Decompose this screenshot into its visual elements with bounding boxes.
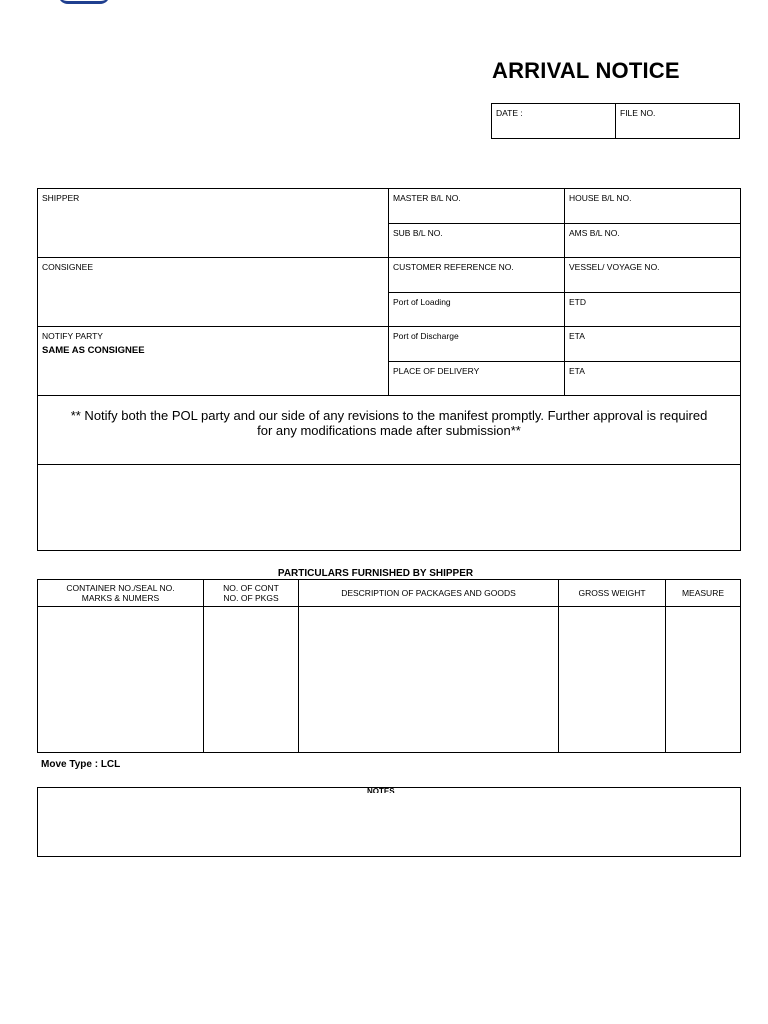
place-of-delivery-label: PLACE OF DELIVERY xyxy=(393,366,480,376)
revision-notice-line-2: for any modifications made after submission** xyxy=(257,423,521,438)
column-header-packages: NO. OF CONT NO. OF PKGS xyxy=(223,583,279,603)
file-no-label: FILE NO. xyxy=(620,108,656,118)
revision-notice-line-1: ** Notify both the POL party and our side of any revisions to the manifest promptly. Further approval is required xyxy=(70,408,708,423)
port-of-loading-field[interactable] xyxy=(389,293,564,326)
document-title: ARRIVAL NOTICE xyxy=(492,58,680,83)
description-cell[interactable] xyxy=(299,607,558,752)
eta-discharge-field[interactable] xyxy=(565,327,740,361)
ams-bl-label: AMS B/L NO. xyxy=(569,228,620,238)
vessel-voyage-field[interactable] xyxy=(565,258,740,292)
date-field[interactable] xyxy=(492,104,615,138)
notes-label: NOTES xyxy=(367,788,395,793)
master-bl-field[interactable] xyxy=(389,189,564,223)
eta-delivery-field[interactable] xyxy=(565,362,740,395)
ams-bl-field[interactable] xyxy=(565,224,740,257)
company-logo xyxy=(58,0,110,4)
etd-label: ETD xyxy=(569,297,586,307)
eta-discharge-label: ETA xyxy=(569,331,585,341)
port-of-discharge-field[interactable] xyxy=(389,327,564,361)
column-header-measure: MEASURE xyxy=(681,588,725,598)
etd-field[interactable] xyxy=(565,293,740,326)
port-of-discharge-label: Port of Discharge xyxy=(393,331,459,341)
container-cell[interactable] xyxy=(38,607,203,752)
notify-party-label: NOTIFY PARTY xyxy=(42,331,103,341)
customer-reference-label: CUSTOMER REFERENCE NO. xyxy=(393,262,514,272)
notify-party-value: SAME AS CONSIGNEE xyxy=(42,345,145,356)
date-label: DATE : xyxy=(496,108,523,118)
sub-bl-label: SUB B/L NO. xyxy=(393,228,443,238)
particulars-heading: PARTICULARS FURNISHED BY SHIPPER xyxy=(277,568,474,579)
eta-delivery-label: ETA xyxy=(569,366,585,376)
port-of-loading-label: Port of Loading xyxy=(393,297,451,307)
move-type: Move Type : LCL xyxy=(41,759,121,770)
gross-weight-cell[interactable] xyxy=(559,607,665,752)
column-header-container: CONTAINER NO./SEAL NO. MARKS & NUMERS xyxy=(66,583,175,603)
revision-notice xyxy=(38,408,740,438)
shipper-field[interactable] xyxy=(38,189,388,257)
sub-bl-field[interactable] xyxy=(389,224,564,257)
place-of-delivery-field[interactable] xyxy=(389,362,564,395)
notes-box[interactable] xyxy=(37,787,741,857)
blank-remarks-area[interactable] xyxy=(38,465,740,550)
column-header-gross-weight: GROSS WEIGHT xyxy=(578,588,646,598)
consignee-label: CONSIGNEE xyxy=(42,262,94,272)
shipper-label: SHIPPER xyxy=(42,193,80,203)
notify-party-field[interactable] xyxy=(38,327,388,395)
measure-cell[interactable] xyxy=(666,607,740,752)
file-no-field[interactable] xyxy=(616,104,739,138)
customer-reference-field[interactable] xyxy=(389,258,564,292)
column-header-description: DESCRIPTION OF PACKAGES AND GOODS xyxy=(341,588,516,598)
master-bl-label: MASTER B/L NO. xyxy=(393,193,461,203)
house-bl-label: HOUSE B/L NO. xyxy=(569,193,632,203)
consignee-field[interactable] xyxy=(38,258,388,326)
vessel-voyage-label: VESSEL/ VOYAGE NO. xyxy=(569,262,660,272)
house-bl-field[interactable] xyxy=(565,189,740,223)
packages-cell[interactable] xyxy=(204,607,298,752)
